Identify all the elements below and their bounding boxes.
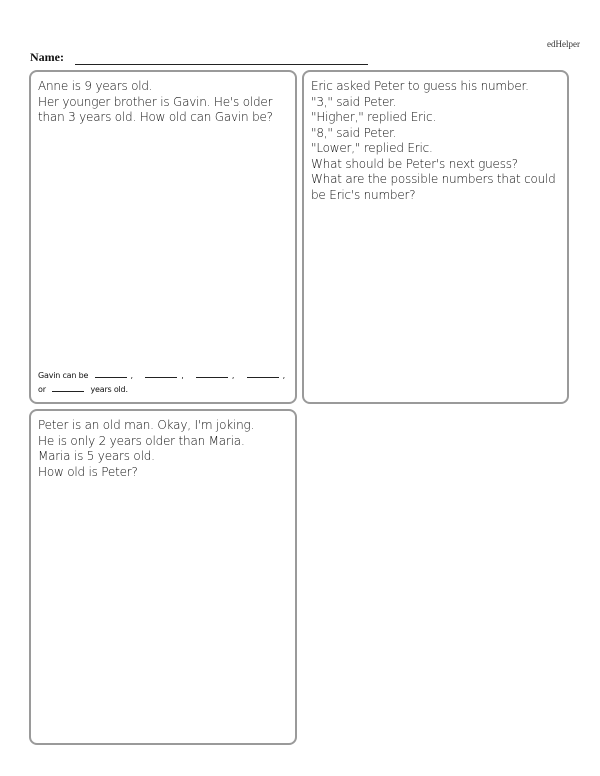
problem-card-age-gavin <box>29 70 297 404</box>
problem-text <box>31 411 295 480</box>
problem-line: Maria is 5 years old. <box>38 449 155 463</box>
brand-label: edHelper <box>547 39 580 49</box>
answer-blank-5[interactable] <box>52 391 84 392</box>
problem-line: How old is Peter? <box>38 464 138 479</box>
answer-separator: , <box>282 371 285 380</box>
problem-line: Anne is 9 years old. <box>38 79 153 93</box>
answer-blank-3[interactable] <box>196 377 228 378</box>
problem-line: He is only 2 years older than Maria. <box>38 433 245 448</box>
answer-area <box>38 369 291 397</box>
answer-separator: , <box>181 371 184 380</box>
answer-suffix: years old. <box>90 385 128 394</box>
problem-line: "Higher," replied Eric. <box>311 110 436 124</box>
answer-blank-2[interactable] <box>145 377 177 378</box>
answer-separator: , <box>231 371 235 380</box>
problem-text <box>31 72 295 126</box>
problem-line: What are the possible numbers that could be Eric's number? <box>311 172 556 202</box>
problem-line: "Lower," replied Eric. <box>311 141 433 155</box>
problem-line: Her younger brother is Gavin. He's older than 3 years old. How old can Gavin be? <box>38 94 273 124</box>
problem-text <box>304 72 567 203</box>
answer-joiner: or <box>38 385 46 394</box>
problem-line: "3," said Peter. <box>311 94 397 109</box>
problem-line: Eric asked Peter to guess his number. <box>311 79 529 93</box>
name-input-line[interactable] <box>75 64 368 65</box>
answer-prefix: Gavin can be <box>38 371 89 380</box>
answer-blank-1[interactable] <box>95 377 127 378</box>
name-label: Name: <box>30 50 64 64</box>
problem-line: What should be Peter's next guess? <box>311 156 518 171</box>
answer-separator: , <box>130 371 133 380</box>
problem-line: Peter is an old man. Okay, I'm joking. <box>38 418 255 432</box>
problem-card-guess-number <box>302 70 569 404</box>
answer-blank-4[interactable] <box>247 377 279 378</box>
problem-card-age-peter <box>29 409 297 745</box>
problem-line: "8," said Peter. <box>311 125 397 140</box>
